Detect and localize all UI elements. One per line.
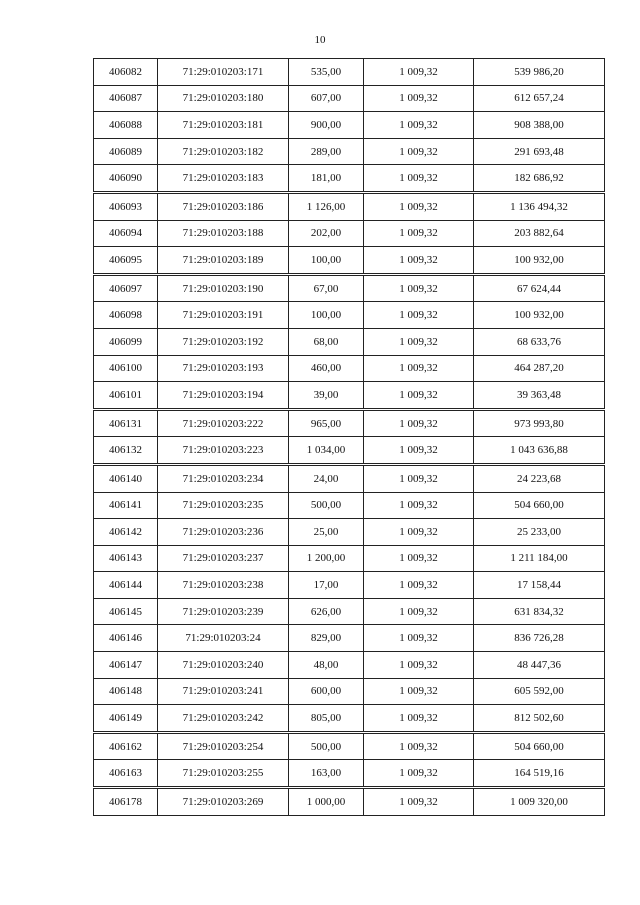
cadastral-number-cell: 71:29:010203:192	[158, 328, 289, 355]
table-row	[94, 355, 605, 382]
cadastral-number-cell: 71:29:010203:189	[158, 247, 289, 275]
area-cell: 100,00	[289, 247, 364, 275]
rate-cell: 1 009,32	[364, 355, 474, 382]
parcel-id-cell: 406140	[94, 464, 158, 492]
cadastral-number-cell: 71:29:010203:237	[158, 545, 289, 572]
table-row	[94, 652, 605, 679]
area-cell: 900,00	[289, 112, 364, 139]
table-row	[94, 788, 605, 816]
total-value-cell: 25 233,00	[474, 519, 605, 546]
parcel-id-cell: 406097	[94, 274, 158, 302]
parcel-id-cell: 406094	[94, 220, 158, 247]
parcel-id-cell: 406088	[94, 112, 158, 139]
table-row	[94, 247, 605, 275]
cadastral-number-cell: 71:29:010203:255	[158, 760, 289, 788]
parcel-id-cell: 406141	[94, 492, 158, 519]
cadastral-number-cell: 71:29:010203:240	[158, 652, 289, 679]
cadastral-number-cell: 71:29:010203:186	[158, 192, 289, 220]
parcel-id-cell: 406142	[94, 519, 158, 546]
cadastral-number-cell: 71:29:010203:193	[158, 355, 289, 382]
table-row	[94, 302, 605, 329]
area-cell: 460,00	[289, 355, 364, 382]
area-cell: 607,00	[289, 85, 364, 112]
rate-cell: 1 009,32	[364, 625, 474, 652]
parcel-id-cell: 406099	[94, 328, 158, 355]
cadastral-number-cell: 71:29:010203:183	[158, 165, 289, 193]
table-row	[94, 112, 605, 139]
area-cell: 39,00	[289, 382, 364, 410]
rate-cell: 1 009,32	[364, 85, 474, 112]
rate-cell: 1 009,32	[364, 138, 474, 165]
rate-cell: 1 009,32	[364, 59, 474, 86]
parcel-id-cell: 406143	[94, 545, 158, 572]
total-value-cell: 1 009 320,00	[474, 788, 605, 816]
rate-cell: 1 009,32	[364, 220, 474, 247]
cadastral-number-cell: 71:29:010203:194	[158, 382, 289, 410]
area-cell: 535,00	[289, 59, 364, 86]
area-cell: 500,00	[289, 492, 364, 519]
cadastral-number-cell: 71:29:010203:223	[158, 437, 289, 465]
cadastral-number-cell: 71:29:010203:222	[158, 409, 289, 437]
rate-cell: 1 009,32	[364, 328, 474, 355]
table-row	[94, 545, 605, 572]
area-cell: 600,00	[289, 678, 364, 705]
area-cell: 17,00	[289, 572, 364, 599]
total-value-cell: 68 633,76	[474, 328, 605, 355]
table-row	[94, 625, 605, 652]
table-row	[94, 382, 605, 410]
rate-cell: 1 009,32	[364, 760, 474, 788]
area-cell: 100,00	[289, 302, 364, 329]
area-cell: 25,00	[289, 519, 364, 546]
area-cell: 48,00	[289, 652, 364, 679]
rate-cell: 1 009,32	[364, 705, 474, 733]
parcel-id-cell: 406093	[94, 192, 158, 220]
total-value-cell: 812 502,60	[474, 705, 605, 733]
parcel-id-cell: 406131	[94, 409, 158, 437]
area-cell: 67,00	[289, 274, 364, 302]
page-number: 10	[314, 34, 326, 46]
table-row	[94, 572, 605, 599]
land-parcel-table	[93, 58, 605, 816]
table-row	[94, 328, 605, 355]
parcel-id-cell: 406101	[94, 382, 158, 410]
table-row	[94, 760, 605, 788]
area-cell: 289,00	[289, 138, 364, 165]
parcel-id-cell: 406149	[94, 705, 158, 733]
cadastral-number-cell: 71:29:010203:269	[158, 788, 289, 816]
total-value-cell: 504 660,00	[474, 732, 605, 760]
rate-cell: 1 009,32	[364, 732, 474, 760]
rate-cell: 1 009,32	[364, 192, 474, 220]
parcel-id-cell: 406163	[94, 760, 158, 788]
parcel-id-cell: 406178	[94, 788, 158, 816]
total-value-cell: 100 932,00	[474, 302, 605, 329]
table-row	[94, 274, 605, 302]
cadastral-number-cell: 71:29:010203:188	[158, 220, 289, 247]
area-cell: 965,00	[289, 409, 364, 437]
area-cell: 202,00	[289, 220, 364, 247]
table-row	[94, 705, 605, 733]
total-value-cell: 203 882,64	[474, 220, 605, 247]
rate-cell: 1 009,32	[364, 598, 474, 625]
cadastral-number-cell: 71:29:010203:241	[158, 678, 289, 705]
cadastral-number-cell: 71:29:010203:190	[158, 274, 289, 302]
area-cell: 805,00	[289, 705, 364, 733]
table-row	[94, 519, 605, 546]
table-row	[94, 732, 605, 760]
table-row	[94, 192, 605, 220]
table-body	[94, 59, 605, 816]
rate-cell: 1 009,32	[364, 382, 474, 410]
table-row	[94, 437, 605, 465]
table-row	[94, 409, 605, 437]
cadastral-number-cell: 71:29:010203:191	[158, 302, 289, 329]
total-value-cell: 605 592,00	[474, 678, 605, 705]
parcel-id-cell: 406148	[94, 678, 158, 705]
parcel-id-cell: 406147	[94, 652, 158, 679]
area-cell: 626,00	[289, 598, 364, 625]
rate-cell: 1 009,32	[364, 112, 474, 139]
total-value-cell: 836 726,28	[474, 625, 605, 652]
table-row	[94, 59, 605, 86]
total-value-cell: 164 519,16	[474, 760, 605, 788]
area-cell: 1 126,00	[289, 192, 364, 220]
cadastral-number-cell: 71:29:010203:235	[158, 492, 289, 519]
total-value-cell: 908 388,00	[474, 112, 605, 139]
cadastral-number-cell: 71:29:010203:238	[158, 572, 289, 599]
parcel-id-cell: 406090	[94, 165, 158, 193]
cadastral-number-cell: 71:29:010203:171	[158, 59, 289, 86]
area-cell: 163,00	[289, 760, 364, 788]
rate-cell: 1 009,32	[364, 788, 474, 816]
total-value-cell: 1 136 494,32	[474, 192, 605, 220]
rate-cell: 1 009,32	[364, 437, 474, 465]
area-cell: 500,00	[289, 732, 364, 760]
total-value-cell: 291 693,48	[474, 138, 605, 165]
total-value-cell: 504 660,00	[474, 492, 605, 519]
parcel-id-cell: 406132	[94, 437, 158, 465]
rate-cell: 1 009,32	[364, 678, 474, 705]
total-value-cell: 48 447,36	[474, 652, 605, 679]
total-value-cell: 1 043 636,88	[474, 437, 605, 465]
parcel-id-cell: 406162	[94, 732, 158, 760]
rate-cell: 1 009,32	[364, 652, 474, 679]
total-value-cell: 464 287,20	[474, 355, 605, 382]
rate-cell: 1 009,32	[364, 247, 474, 275]
table-row	[94, 138, 605, 165]
area-cell: 829,00	[289, 625, 364, 652]
parcel-id-cell: 406082	[94, 59, 158, 86]
cadastral-number-cell: 71:29:010203:254	[158, 732, 289, 760]
total-value-cell: 539 986,20	[474, 59, 605, 86]
parcel-id-cell: 406145	[94, 598, 158, 625]
rate-cell: 1 009,32	[364, 302, 474, 329]
cadastral-number-cell: 71:29:010203:239	[158, 598, 289, 625]
parcel-id-cell: 406095	[94, 247, 158, 275]
rate-cell: 1 009,32	[364, 492, 474, 519]
area-cell: 68,00	[289, 328, 364, 355]
total-value-cell: 100 932,00	[474, 247, 605, 275]
cadastral-number-cell: 71:29:010203:182	[158, 138, 289, 165]
cadastral-number-cell: 71:29:010203:242	[158, 705, 289, 733]
total-value-cell: 182 686,92	[474, 165, 605, 193]
parcel-id-cell: 406087	[94, 85, 158, 112]
parcel-id-cell: 406144	[94, 572, 158, 599]
total-value-cell: 67 624,44	[474, 274, 605, 302]
table-row	[94, 85, 605, 112]
total-value-cell: 973 993,80	[474, 409, 605, 437]
table-row	[94, 598, 605, 625]
parcel-id-cell: 406089	[94, 138, 158, 165]
parcel-id-cell: 406146	[94, 625, 158, 652]
rate-cell: 1 009,32	[364, 409, 474, 437]
cadastral-number-cell: 71:29:010203:236	[158, 519, 289, 546]
area-cell: 24,00	[289, 464, 364, 492]
rate-cell: 1 009,32	[364, 519, 474, 546]
total-value-cell: 39 363,48	[474, 382, 605, 410]
area-cell: 1 200,00	[289, 545, 364, 572]
rate-cell: 1 009,32	[364, 274, 474, 302]
cadastral-number-cell: 71:29:010203:234	[158, 464, 289, 492]
total-value-cell: 1 211 184,00	[474, 545, 605, 572]
area-cell: 181,00	[289, 165, 364, 193]
parcel-id-cell: 406098	[94, 302, 158, 329]
cadastral-number-cell: 71:29:010203:24	[158, 625, 289, 652]
total-value-cell: 631 834,32	[474, 598, 605, 625]
area-cell: 1 000,00	[289, 788, 364, 816]
total-value-cell: 17 158,44	[474, 572, 605, 599]
table-row	[94, 678, 605, 705]
area-cell: 1 034,00	[289, 437, 364, 465]
table-row	[94, 165, 605, 193]
rate-cell: 1 009,32	[364, 165, 474, 193]
rate-cell: 1 009,32	[364, 572, 474, 599]
total-value-cell: 612 657,24	[474, 85, 605, 112]
rate-cell: 1 009,32	[364, 464, 474, 492]
table-row	[94, 464, 605, 492]
cadastral-number-cell: 71:29:010203:181	[158, 112, 289, 139]
parcel-id-cell: 406100	[94, 355, 158, 382]
total-value-cell: 24 223,68	[474, 464, 605, 492]
table-row	[94, 492, 605, 519]
rate-cell: 1 009,32	[364, 545, 474, 572]
table-row	[94, 220, 605, 247]
cadastral-number-cell: 71:29:010203:180	[158, 85, 289, 112]
